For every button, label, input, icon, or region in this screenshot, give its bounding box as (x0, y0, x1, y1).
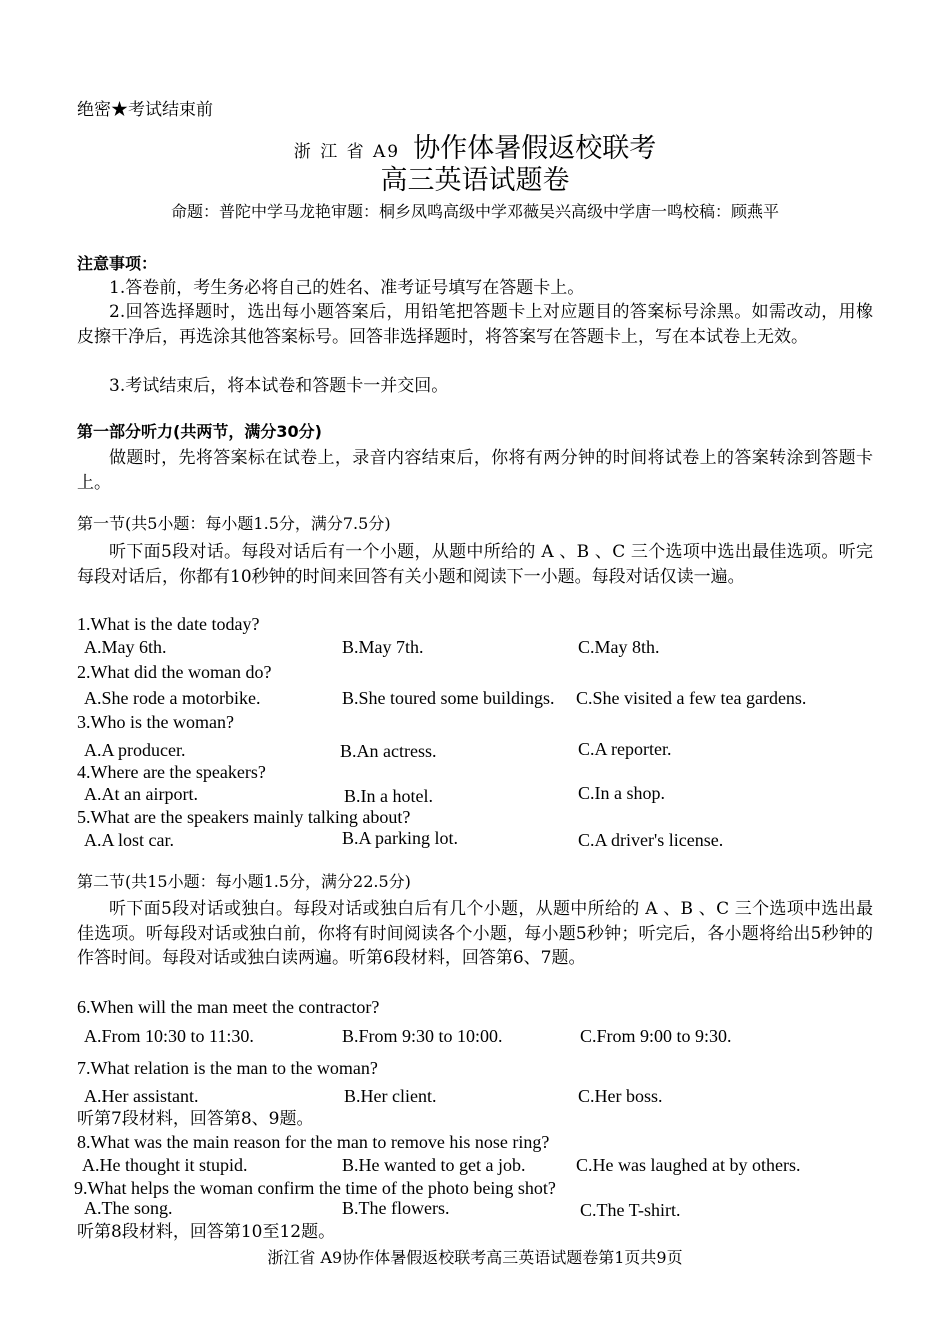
q4-option-b: B.In a hotel. (344, 786, 433, 806)
q6-option-a: A.From 10:30 to 11:30. (84, 1026, 254, 1046)
q1-option-c: C.May 8th. (578, 637, 660, 657)
q1-option-a: A.May 6th. (84, 637, 167, 657)
question-7: 7.What relation is the man to the woman? (77, 1058, 378, 1078)
q2-option-c: C.She visited a few tea gardens. (576, 688, 807, 708)
exam-title (0, 126, 950, 165)
question-9: 9.What helps the woman confirm the time of the photo being shot? (74, 1178, 556, 1198)
section2-heading: 第二节(共15小题：每小题1.5分，满分22.5分) (77, 872, 411, 891)
q7-option-b: B.Her client. (344, 1086, 437, 1106)
q3-option-a: A.A producer. (84, 740, 186, 760)
q8-option-c: C.He was laughed at by others. (576, 1155, 801, 1175)
section1-heading: 第一节(共5小题：每小题1.5分，满分7.5分) (77, 514, 391, 533)
q8-option-a: A.He thought it stupid. (82, 1155, 248, 1175)
question-2: 2.What did the woman do? (77, 662, 272, 682)
q9-option-b: B.The flowers. (342, 1198, 450, 1218)
material-8-note: 听第8段材料，回答第10至12题。 (77, 1222, 336, 1242)
question-4: 4.Where are the speakers? (77, 762, 266, 782)
notice-item-3: 3.考试结束后，将本试卷和答题卡一并交回。 (109, 376, 449, 396)
authors-line: 命题：普陀中学马龙艳审题：桐乡凤鸣高级中学邓薇吴兴高级中学唐一鸣校稿：顾燕平 (170, 202, 779, 221)
q5-option-a: A.A lost car. (84, 830, 174, 850)
q3-option-c: C.A reporter. (578, 739, 672, 759)
question-5: 5.What are the speakers mainly talking about? (77, 807, 411, 827)
q6-option-b: B.From 9:30 to 10:00. (342, 1026, 503, 1046)
section2-instruction: 听下面5段对话或独白。每段对话或独白后有几个小题，从题中所给的 A 、B 、C 三个选项中选出最佳选项。听每段对话或独白前，你将有时间阅读各个小题，每小题5秒钟；听完后，各小题将给出5秒钟的作答时间。每段对话或独白读两遍。听第6段材料，回答第6、7题。 (77, 899, 873, 968)
notice-heading: 注意事项： (77, 254, 158, 273)
q2-option-a: A.She rode a motorbike. (84, 688, 261, 708)
confidential-label: 绝密★考试结束前 (77, 100, 213, 120)
q7-option-a: A.Her assistant. (84, 1086, 199, 1106)
q9-option-c: C.The T-shirt. (580, 1200, 681, 1220)
question-6: 6.When will the man meet the contractor? (77, 997, 380, 1017)
title-prefix: 浙 江 省 A9 (293, 142, 401, 162)
q3-option-b: B.An actress. (340, 741, 437, 761)
q9-option-a: A.The song. (84, 1198, 173, 1218)
q2-option-b: B.She toured some buildings. (342, 688, 555, 708)
q8-option-b: B.He wanted to get a job. (342, 1155, 526, 1175)
question-1: 1.What is the date today? (77, 614, 260, 634)
material-7-note: 听第7段材料，回答第8、9题。 (77, 1109, 314, 1129)
q1-option-b: B.May 7th. (342, 637, 424, 657)
q6-option-c: C.From 9:00 to 9:30. (580, 1026, 732, 1046)
page-footer: 浙江省 A9协作体暑假返校联考高三英语试题卷第1页共9页 (267, 1248, 683, 1267)
q5-option-c: C.A driver's license. (578, 830, 724, 850)
part1-heading: 第一部分听力(共两节，满分30分) (77, 422, 322, 441)
notice-item-2: 2.回答选择题时，选出每小题答案后，用铅笔把答题卡上对应题目的答案标号涂黑。如需改动，用橡皮擦干净后，再选涂其他答案标号。回答非选择题时，将答案写在答题卡上，写在本试卷上无效。 (77, 302, 873, 347)
question-3: 3.Who is the woman? (77, 712, 234, 732)
section1-instruction: 听下面5段对话。每段对话后有一个小题，从题中所给的 A 、B 、C 三个选项中选出最佳选项。听完每段对话后，你都有10秒钟的时间来回答有关小题和阅读下一小题。每段对话仅读一遍。 (77, 542, 873, 587)
q4-option-a: A.At an airport. (84, 784, 198, 804)
part1-instruction: 做题时，先将答案标在试卷上，录音内容结束后，你将有两分钟的时间将试卷上的答案转涂到答题卡上。 (77, 448, 873, 493)
notice-item-1: 1.答卷前，考生务必将自己的姓名、准考证号填写在答题卡上。 (109, 278, 585, 298)
title-main: 协作体暑假返校联考 (413, 133, 657, 164)
q5-option-b: B.A parking lot. (342, 828, 458, 848)
question-8: 8.What was the main reason for the man to remove his nose ring? (77, 1132, 550, 1152)
paper-subtitle: 高三英语试题卷 (380, 165, 570, 196)
q4-option-c: C.In a shop. (578, 783, 665, 803)
q7-option-c: C.Her boss. (578, 1086, 663, 1106)
